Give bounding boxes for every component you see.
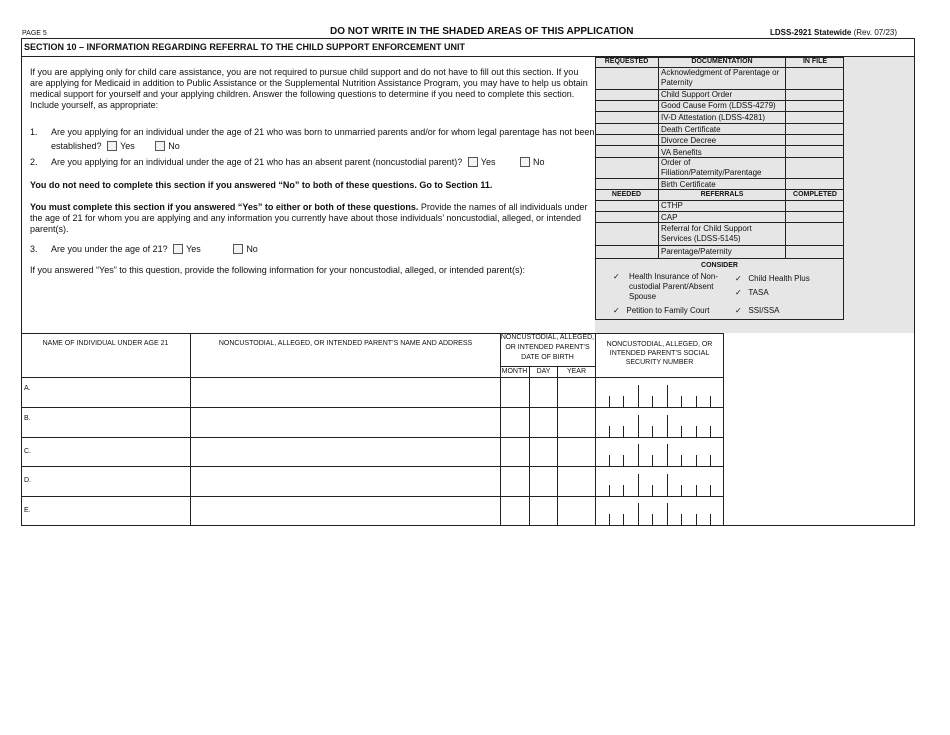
ssn-digit-tick bbox=[652, 396, 653, 407]
header-year: YEAR bbox=[566, 368, 587, 375]
row-label-b: B. bbox=[24, 415, 31, 422]
consider-petition bbox=[613, 306, 710, 315]
header-in-file: IN FILE bbox=[802, 58, 828, 65]
ssn-digit-tick bbox=[623, 514, 624, 525]
ssn-digit-tick bbox=[696, 426, 697, 437]
ssn-digit-tick bbox=[710, 485, 711, 496]
row-label-d: D. bbox=[24, 477, 31, 484]
section-title: SECTION 10 – INFORMATION REGARDING REFERRAL TO THE CHILD SUPPORT ENFORCEMENT UNIT bbox=[24, 42, 466, 52]
question-3-number: 3. bbox=[30, 244, 38, 254]
row-e-parent-name-input[interactable] bbox=[191, 497, 500, 525]
doc-child-support-order: Child Support Order bbox=[661, 90, 733, 99]
doc-order-of-filiation: Order of Filiation/Paternity/Parentage bbox=[661, 158, 762, 177]
doc-good-cause: Good Cause Form (LDSS-4279) bbox=[661, 101, 776, 110]
ssn-digit-tick bbox=[623, 455, 624, 466]
question-1-text-cont: established? bbox=[51, 141, 102, 151]
ref-parentage: Parentage/Paternity bbox=[661, 247, 732, 256]
ref-rule bbox=[595, 222, 844, 223]
q3-no-checkbox[interactable] bbox=[233, 244, 243, 254]
consider-petition-label: Petition to Family Court bbox=[626, 306, 710, 315]
no-need-text: You do not need to complete this section if you answered “No” to both of these questions. Go to Section 11. bbox=[30, 180, 493, 190]
consider-tasa-label: TASA bbox=[748, 288, 769, 297]
check-icon: ✓ bbox=[735, 306, 742, 315]
ssn-digit-tick bbox=[681, 455, 682, 466]
doc-rule bbox=[595, 145, 844, 146]
doc-rule bbox=[595, 189, 844, 190]
ssn-digit-tick bbox=[667, 444, 668, 466]
consider-ssi-label: SSI/SSA bbox=[748, 306, 780, 315]
q1-yes-label: Yes bbox=[120, 141, 135, 151]
table-col-rule bbox=[557, 366, 558, 526]
row-label-a: A. bbox=[24, 385, 31, 392]
consider-child-health-plus bbox=[735, 274, 810, 283]
ssn-digit-tick bbox=[710, 426, 711, 437]
consider-ssi bbox=[735, 306, 780, 315]
doc-ivd-attestation: IV-D Attestation (LDSS-4281) bbox=[661, 113, 766, 122]
ssn-digit-tick bbox=[667, 503, 668, 525]
ssn-digit-tick bbox=[609, 455, 610, 466]
table-ssn-right-rule bbox=[723, 333, 724, 526]
row-a-parent-name-input[interactable] bbox=[191, 378, 500, 407]
q2-no-label: No bbox=[533, 157, 545, 167]
ssn-digit-tick bbox=[681, 426, 682, 437]
question-3-answers bbox=[51, 244, 258, 254]
ssn-digit-tick bbox=[623, 396, 624, 407]
ssn-digit-tick bbox=[638, 415, 639, 437]
ssn-digit-tick bbox=[710, 514, 711, 525]
check-icon: ✓ bbox=[613, 272, 620, 281]
ssn-digit-tick bbox=[652, 514, 653, 525]
header-parent-name-address: NONCUSTODIAL, ALLEGED, OR INTENDED PARENT’S NAME AND ADDRESS bbox=[218, 340, 473, 347]
q2-yes-checkbox[interactable] bbox=[468, 157, 478, 167]
header-parent-ssn: NONCUSTODIAL, ALLEGED, OR INTENDED PARENT’S SOCIAL SECURITY NUMBER bbox=[606, 341, 713, 366]
form-revision: (Rev. 07/23) bbox=[853, 28, 898, 37]
check-icon: ✓ bbox=[735, 288, 742, 297]
row-label-e: E. bbox=[24, 507, 31, 514]
dob-subheader-rule bbox=[500, 366, 595, 367]
ssn-digit-tick bbox=[638, 385, 639, 407]
ssn-digit-tick bbox=[638, 444, 639, 466]
intro-text: If you are applying only for child care assistance, you are not required to pursue child support and do not have to fill out this section. If you are applying for Medicaid in addition to Public Assistance or the Supplemental Nutrition Assistance Program, you may have to help us obtain medical support for yourself and your applying children. Answer the following questions to determine if you need to complete this section. Include yourself, as appropriate: bbox=[30, 67, 588, 110]
question-2-text: Are you applying for an individual under the age of 21 who has an absent parent (noncustodial parent)? bbox=[51, 157, 463, 167]
doc-divorce-decree: Divorce Decree bbox=[661, 136, 717, 145]
shaded-notice: DO NOT WRITE IN THE SHADED AREAS OF THIS APPLICATION bbox=[330, 26, 634, 37]
q3-no-label: No bbox=[246, 244, 258, 254]
form-id bbox=[770, 28, 897, 37]
question-1-number: 1. bbox=[30, 127, 38, 137]
ssn-digit-tick bbox=[638, 503, 639, 525]
q2-no-checkbox[interactable] bbox=[520, 157, 530, 167]
consider-tasa bbox=[735, 288, 769, 297]
ssn-digit-tick bbox=[652, 485, 653, 496]
doc-rule bbox=[595, 111, 844, 112]
q3-yes-checkbox[interactable] bbox=[173, 244, 183, 254]
ssn-digit-tick bbox=[609, 514, 610, 525]
ssn-digit-tick bbox=[710, 455, 711, 466]
q1-yes-checkbox[interactable] bbox=[107, 141, 117, 151]
ssn-digit-tick bbox=[623, 485, 624, 496]
question-2-number: 2. bbox=[30, 157, 38, 167]
ssn-digit-tick bbox=[623, 426, 624, 437]
ssn-digit-tick bbox=[696, 514, 697, 525]
header-month: MONTH bbox=[501, 368, 528, 375]
ssn-digit-tick bbox=[609, 396, 610, 407]
must-complete-bold: You must complete this section if you answered “Yes” to either or both of these questions. bbox=[30, 202, 419, 212]
question-2-answers bbox=[51, 157, 545, 167]
doc-rule bbox=[595, 178, 844, 179]
consider-title: CONSIDER bbox=[701, 262, 738, 269]
table-col-rule bbox=[529, 366, 530, 526]
header-day: DAY bbox=[536, 368, 551, 375]
ssn-digit-tick bbox=[667, 385, 668, 407]
ssn-digit-tick bbox=[638, 474, 639, 496]
ssn-digit-tick bbox=[667, 415, 668, 437]
row-label-c: C. bbox=[24, 448, 31, 455]
ssn-digit-tick bbox=[667, 474, 668, 496]
row-c-individual-name-input[interactable] bbox=[22, 438, 190, 466]
doc-va-benefits: VA Benefits bbox=[661, 148, 702, 157]
consider-child-health-plus-label: Child Health Plus bbox=[748, 274, 810, 283]
must-complete-text bbox=[30, 202, 588, 235]
consider-health-insurance-label: Health Insurance of Non-custodial Parent/Absent Spouse bbox=[629, 272, 718, 301]
row-d-individual-name-input[interactable] bbox=[22, 467, 190, 496]
doc-rule bbox=[595, 134, 844, 135]
question-1-answers bbox=[51, 141, 180, 151]
form-number: LDSS-2921 Statewide bbox=[770, 28, 852, 37]
ref-cthp: CTHP bbox=[661, 201, 683, 210]
must-complete-rest: Provide the names of all individuals under the age of 21 for whom you are applying and any information you currently have about those individuals’ noncustodial, alleged, or intended parent(s). bbox=[30, 202, 588, 234]
consider-health-insurance bbox=[613, 272, 728, 302]
header-documentation: DOCUMENTATION bbox=[691, 58, 753, 65]
check-icon: ✓ bbox=[735, 274, 742, 283]
ssn-digit-tick bbox=[696, 396, 697, 407]
row-b-individual-name-input[interactable] bbox=[22, 408, 190, 437]
ssn-digit-tick bbox=[696, 485, 697, 496]
ref-rule bbox=[595, 245, 844, 246]
q2-yes-label: Yes bbox=[480, 157, 496, 167]
if-yes-text: If you answered “Yes” to this question, provide the following information for your noncustodial, alleged, or intended parent(s): bbox=[30, 265, 525, 275]
ssn-digit-tick bbox=[681, 396, 682, 407]
page-number: PAGE 5 bbox=[22, 30, 47, 37]
header-needed: NEEDED bbox=[611, 191, 642, 198]
check-icon: ✓ bbox=[613, 306, 620, 315]
row-b-parent-name-input[interactable] bbox=[191, 408, 500, 437]
table-top-rule bbox=[21, 333, 724, 334]
row-a-individual-name-input[interactable] bbox=[22, 378, 190, 407]
ref-rule bbox=[595, 211, 844, 212]
ref-child-support-services: Referral for Child Support Services (LDSS-5145) bbox=[661, 224, 752, 243]
header-requested: REQUESTED bbox=[604, 58, 649, 65]
row-e-individual-name-input[interactable] bbox=[22, 497, 190, 525]
ssn-digit-tick bbox=[681, 485, 682, 496]
q1-no-checkbox[interactable] bbox=[155, 141, 165, 151]
ssn-digit-tick bbox=[609, 485, 610, 496]
q3-yes-label: Yes bbox=[186, 244, 201, 254]
ssn-digit-tick bbox=[681, 514, 682, 525]
ref-cap: CAP bbox=[661, 213, 678, 222]
header-individual-name: NAME OF INDIVIDUAL UNDER AGE 21 bbox=[42, 340, 169, 347]
office-col-divider-2 bbox=[785, 57, 786, 259]
question-3-text: Are you under the age of 21? bbox=[51, 244, 168, 254]
header-referrals: REFERRALS bbox=[700, 191, 744, 198]
doc-acknowledgment: Acknowledgment of Parentage or Paternity bbox=[661, 68, 780, 87]
header-parent-dob: NONCUSTODIAL, ALLEGED, OR INTENDED PARENT’S DATE OF BIRTH bbox=[500, 334, 595, 361]
office-col-divider-1 bbox=[658, 57, 659, 259]
ssn-digit-tick bbox=[652, 455, 653, 466]
question-1-text: Are you applying for an individual under the age of 21 who was born to unmarried parents and/or for whom legal parentage has not been bbox=[51, 127, 595, 137]
ref-header-rule bbox=[595, 200, 844, 201]
ssn-digit-tick bbox=[696, 455, 697, 466]
doc-birth-certificate: Birth Certificate bbox=[661, 180, 716, 189]
ssn-digit-tick bbox=[710, 396, 711, 407]
ssn-digit-tick bbox=[652, 426, 653, 437]
row-c-parent-name-input[interactable] bbox=[191, 438, 500, 466]
ssn-digit-tick bbox=[609, 426, 610, 437]
doc-rule bbox=[595, 123, 844, 124]
q1-no-label: No bbox=[168, 141, 180, 151]
header-completed: COMPLETED bbox=[793, 191, 837, 198]
row-d-parent-name-input[interactable] bbox=[191, 467, 500, 496]
doc-death-certificate: Death Certificate bbox=[661, 125, 721, 134]
